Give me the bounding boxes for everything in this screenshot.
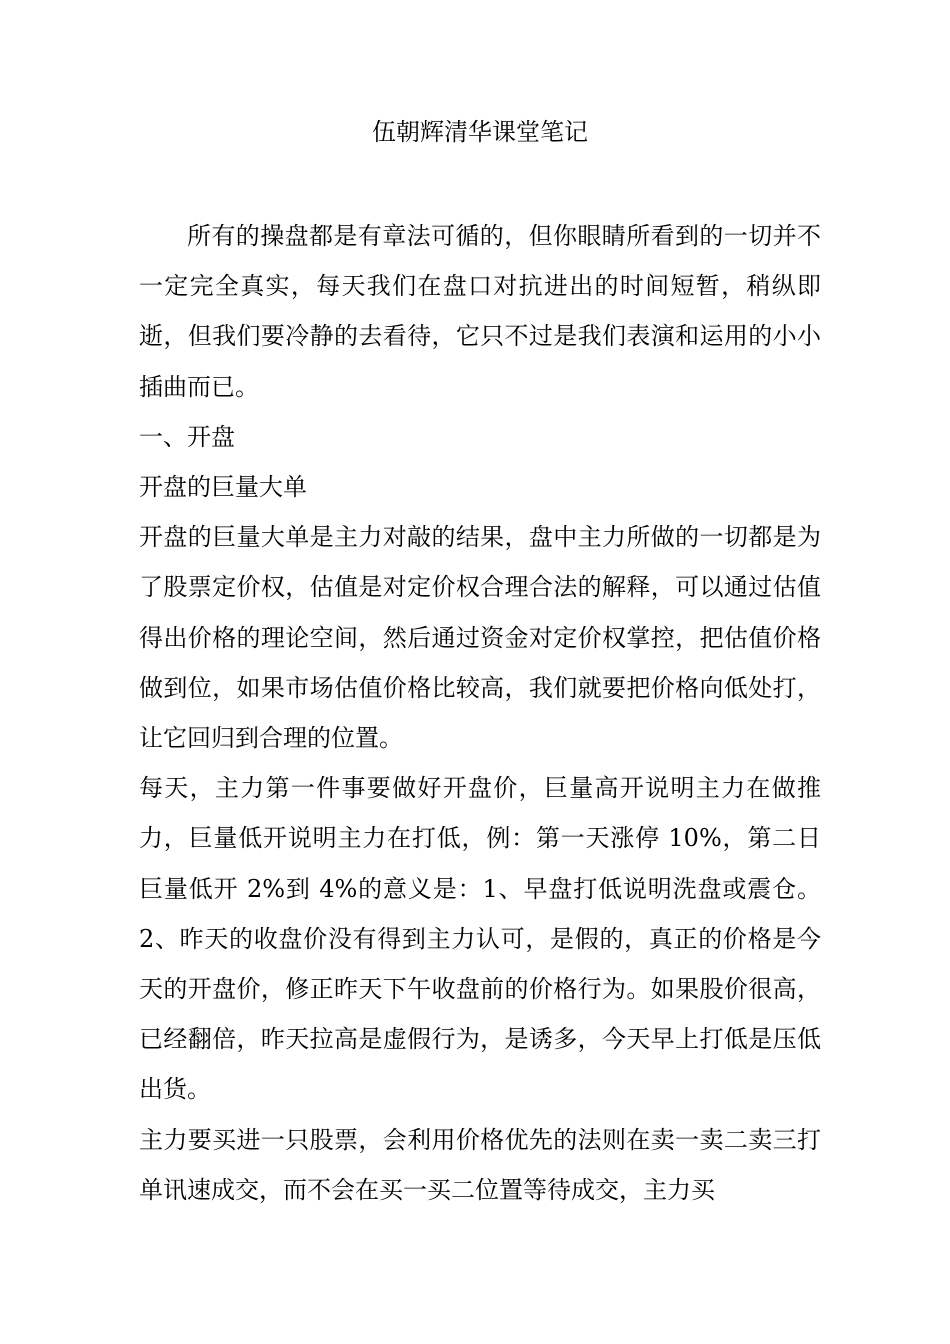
intro-paragraph: 所有的操盘都是有章法可循的，但你眼睛所看到的一切并不一定完全真实，每天我们在盘口对抗进出的时间短暂，稍纵即逝，但我们要冷静的去看待，它只不过是我们表演和运用的小小插曲而已。 <box>139 222 821 401</box>
document-title: 伍朝辉清华课堂笔记 <box>372 118 588 146</box>
body-paragraph: 开盘的巨量大单是主力对敲的结果，盘中主力所做的一切都是为了股票定价权，估值是对定价权合理合法的解释，可以通过估值得出价格的理论空间，然后通过资金对定价权掌控，把估值价格做到位，如果市场估值价格比较高，我们就要把价格向低处打，让它回归到合理的位置。 <box>139 523 821 753</box>
body-paragraph: 主力要买进一只股票，会利用价格优先的法则在卖一卖二卖三打单讯速成交，而不会在买一买二位置等待成交，主力买 <box>139 1125 821 1204</box>
body-paragraph: 每天，主力第一件事要做好开盘价，巨量高开说明主力在做推力，巨量低开说明主力在打低，例：第一天涨停 10%，第二日巨量低开 2%到 4%的意义是：1、早盘打低说明洗盘或震仓。2、昨天的收盘价没有得到主力认可，是假的，真正的价格是今天的开盘价，修正昨天下午收盘前的价格行为。如果股价很高，已经翻倍，昨天拉高是虚假行为，是诱多，今天早上打低是压低出货。 <box>139 774 821 1104</box>
document-page <box>139 112 821 1215</box>
section-heading: 一、开盘 <box>139 422 235 451</box>
subsection-heading: 开盘的巨量大单 <box>139 473 307 502</box>
